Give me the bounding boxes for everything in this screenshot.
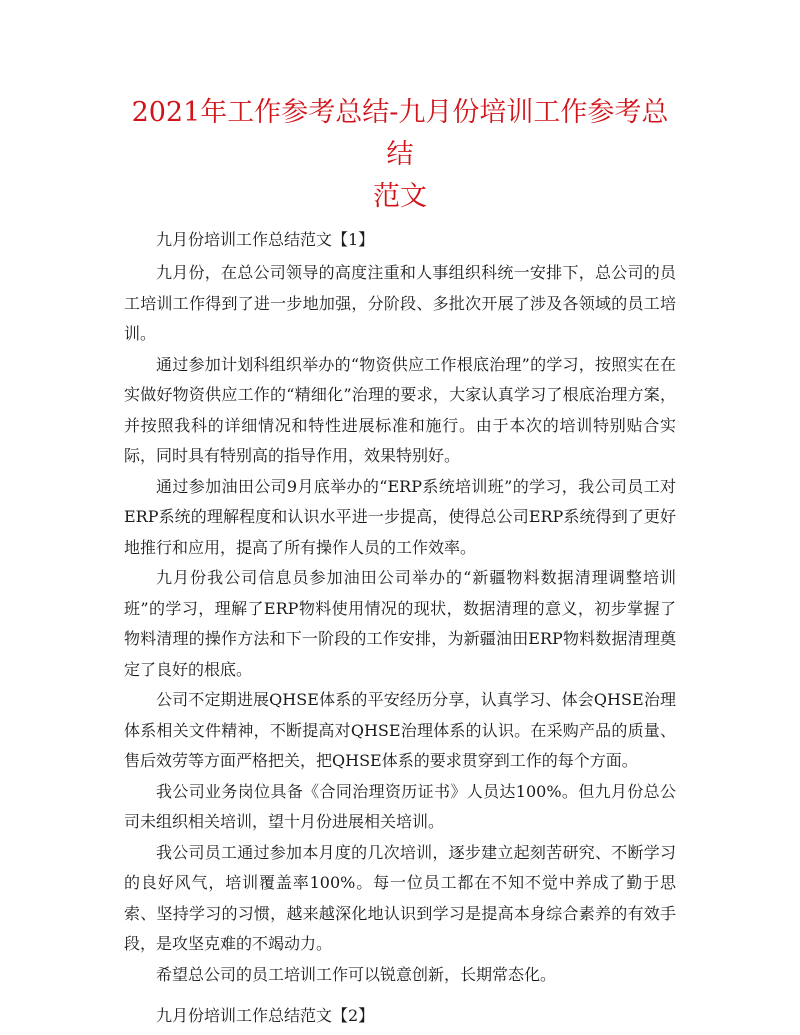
body-text xyxy=(124,258,676,990)
paragraph-4: 九月份我公司信息员参加油田公司举办的“新疆物料数据清理调整培训班”的学习，理解了ERP物料使用情况的现状，数据清理的意义，初步掌握了物料清理的操作方法和下一阶段的工作安排，为新疆油田ERP物料数据清理奠定了良好的根底。 xyxy=(124,568,676,679)
section2-heading: 九月份培训工作总结范文【2】 xyxy=(156,1006,375,1025)
document-title xyxy=(124,92,676,218)
paragraph-8: 希望总公司的员工培训工作可以锐意创新，长期常态化。 xyxy=(156,964,557,984)
document-title-line2: 范文 xyxy=(373,181,427,212)
paragraph-7: 我公司员工通过参加本月度的几次培训，逐步建立起刻苦研究、不断学习的良好风气，培训覆盖率100%。每一位员工都在不知不觉中养成了勤于思索、坚持学习的习惯，越来越深化地认识到学习是提高本身综合素养的有效手段，是攻坚克难的不竭动力。 xyxy=(124,842,676,953)
paragraph-2: 通过参加计划科组织举办的“物资供应工作根底治理”的学习，按照实在在实做好物资供应工作的“精细化”治理的要求，大家认真学习了根底治理方案，并按照我科的详细情况和特性进展标准和施行。由于本次的培训特别贴合实际，同时具有特别高的指导作用，效果特别好。 xyxy=(124,354,676,465)
document-title-line1: 2021年工作参考总结-九月份培训工作参考总结 xyxy=(131,97,669,170)
paragraph-5: 公司不定期进展QHSE体系的平安经历分享，认真学习、体会QHSE治理体系相关文件精神，不断提高对QHSE治理体系的认识。在采购产品的质量、售后效劳等方面严格把关，把QHSE体系的要求贯穿到工作的每个方面。 xyxy=(124,690,676,770)
paragraph-1: 九月份，在总公司领导的高度注重和人事组织科统一安排下，总公司的员工培训工作得到了进一步地加强，分阶段、多批次开展了涉及各领域的员工培训。 xyxy=(124,263,676,343)
document-page xyxy=(124,92,676,1026)
paragraph-6: 我公司业务岗位具备《合同治理资历证书》人员达100%。但九月份总公司未组织相关培训，望十月份进展相关培训。 xyxy=(124,781,676,831)
section1-heading: 九月份培训工作总结范文【1】 xyxy=(156,230,375,249)
paragraph-3: 通过参加油田公司9月底举办的“ERP系统培训班”的学习，我公司员工对ERP系统的理解程度和认识水平进一步提高，使得总公司ERP系统得到了更好地推行和应用，提高了所有操作人员的工作效率。 xyxy=(124,476,676,557)
